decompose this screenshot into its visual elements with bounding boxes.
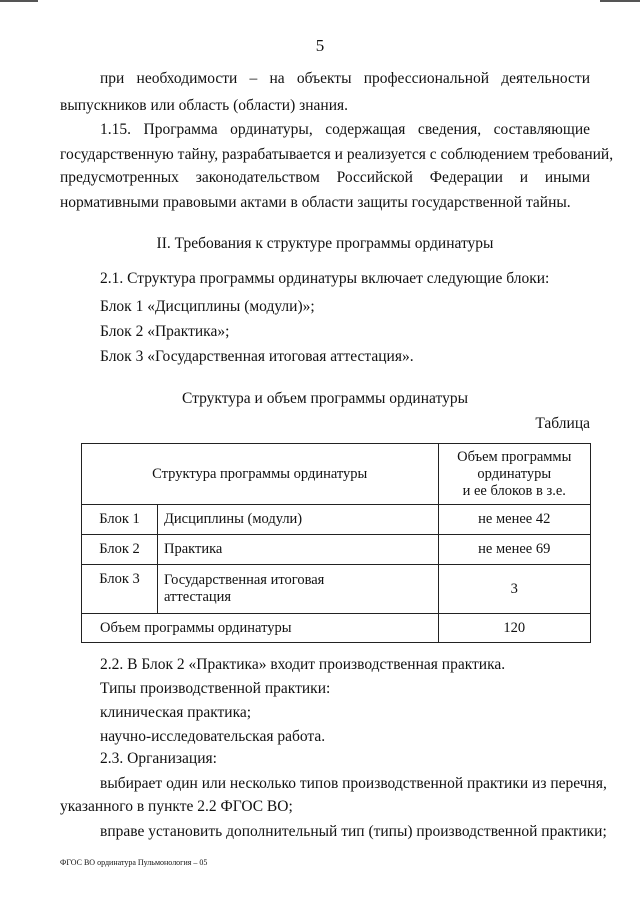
paragraph-line: 2.1. Структура программы ординатуры включает следующие блоки:: [100, 270, 550, 287]
table-label: Таблица: [535, 415, 590, 432]
name-cell: Практика: [158, 535, 439, 565]
table-caption: Структура и объем программы ординатуры: [182, 390, 468, 407]
paragraph-line: при необходимости – на объекты профессиональной деятельности: [100, 70, 590, 87]
paragraph-line: предусмотренных законодательством Российской Федерации и иными: [60, 169, 590, 186]
table-row: [82, 535, 591, 565]
list-item: Блок 3 «Государственная итоговая аттестация».: [100, 348, 414, 365]
paragraph-line: вправе установить дополнительный тип (типы) производственной практики;: [100, 823, 607, 840]
total-value: 120: [438, 614, 591, 643]
table-row: [82, 565, 591, 614]
header-volume-line: ординатуры: [477, 465, 552, 482]
table-header-row: [82, 444, 591, 505]
block-cell: Блок 3: [82, 565, 158, 614]
paragraph-line: 1.15. Программа ординатуры, содержащая сведения, составляющие: [100, 121, 590, 138]
paragraph-line: 2.2. В Блок 2 «Практика» входит производственная практика.: [100, 656, 506, 673]
volume-cell: не менее 69: [438, 535, 591, 565]
volume-cell: не менее 42: [438, 505, 591, 535]
table-total-row: [82, 614, 591, 643]
paragraph-line: выпускников или область (области) знания.: [60, 97, 349, 114]
paragraph-line: 2.3. Организация:: [100, 750, 217, 767]
total-label: Объем программы ординатуры: [82, 614, 439, 643]
scan-edge-mark: [0, 0, 38, 2]
paragraph-line: выбирает один или несколько типов производственной практики из перечня,: [100, 775, 607, 792]
list-item: научно-исследовательская работа.: [100, 728, 326, 745]
paragraph-line: нормативными правовыми актами в области защиты государственной тайны.: [60, 194, 571, 211]
paragraph-line: государственную тайну, разрабатывается и реализуется с соблюдением требований,: [60, 146, 614, 163]
list-item: Блок 1 «Дисциплины (модули)»;: [100, 298, 315, 315]
header-volume: [438, 444, 591, 505]
paragraph-line: Типы производственной практики:: [100, 680, 331, 697]
header-volume-line: и ее блоков в з.е.: [462, 482, 566, 499]
name-cell: [158, 565, 439, 614]
block-cell: Блок 1: [82, 505, 158, 535]
block-cell: Блок 2: [82, 535, 158, 565]
name-line: Государственная итоговая: [164, 572, 325, 588]
list-item: Блок 2 «Практика»;: [100, 323, 230, 340]
list-item: клиническая практика;: [100, 704, 252, 721]
header-volume-line: Объем программы: [457, 448, 572, 465]
table-row: [82, 505, 591, 535]
header-structure: Структура программы ординатуры: [82, 444, 439, 505]
structure-table: [81, 443, 591, 643]
name-line: аттестация: [164, 589, 232, 605]
name-cell: Дисциплины (модули): [158, 505, 439, 535]
volume-cell: 3: [438, 565, 591, 614]
page-number: 5: [315, 36, 325, 55]
paragraph-line: указанного в пункте 2.2 ФГОС ВО;: [60, 798, 293, 815]
scan-edge-mark: [600, 0, 640, 2]
footer: ФГОС ВО ординатура Пульмонология – 05: [60, 858, 208, 867]
section-title: II. Требования к структуре программы ординатуры: [156, 235, 494, 252]
